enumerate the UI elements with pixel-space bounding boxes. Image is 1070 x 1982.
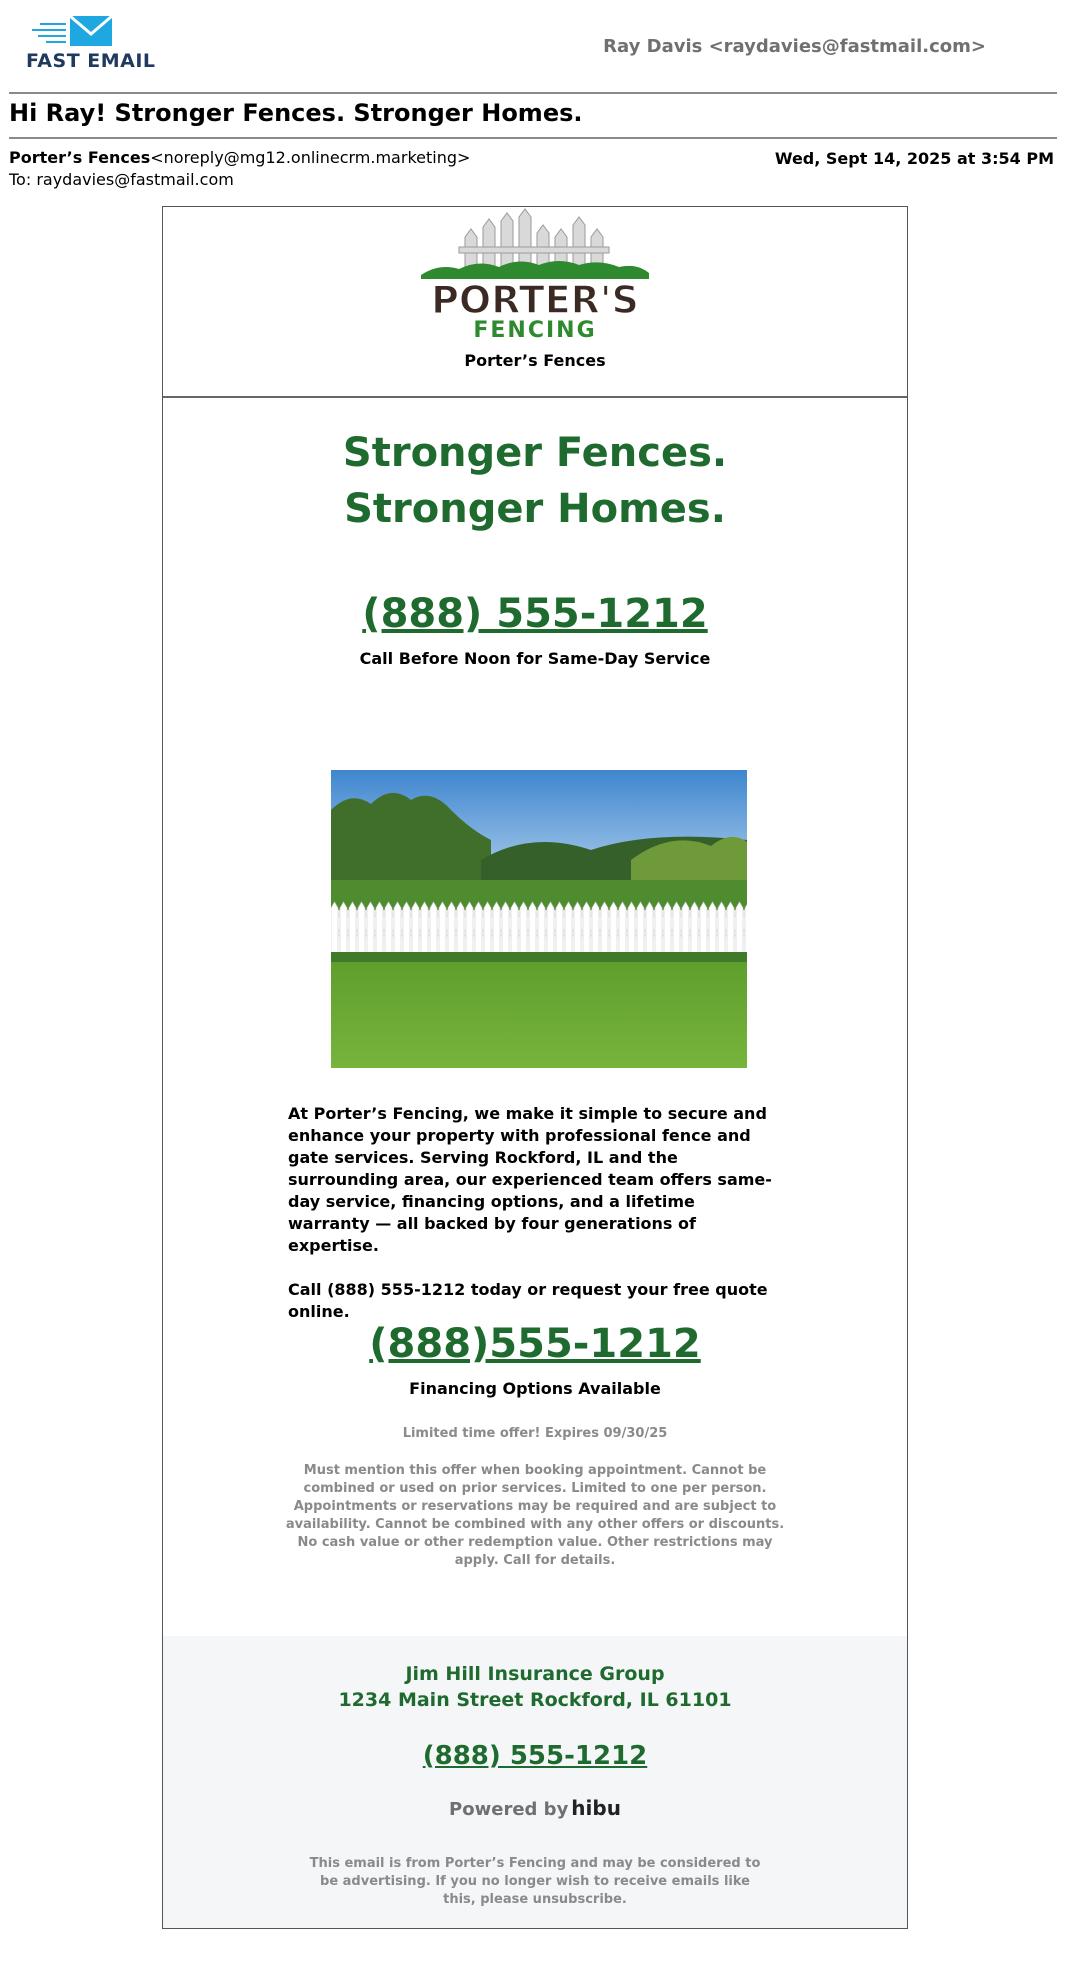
phone-link-primary[interactable]: (888) 555-1212	[362, 591, 708, 637]
headline	[163, 425, 907, 537]
logo-text-porters: PORTER'S	[431, 278, 639, 322]
sender	[9, 148, 470, 167]
headline-line-2: Stronger Homes.	[344, 486, 726, 532]
footer-address: 1234 Main Street Rockford, IL 61101	[338, 1689, 732, 1711]
phone-link-footer[interactable]: (888) 555-1212	[422, 1741, 648, 1771]
powered-by[interactable]	[163, 1796, 907, 1820]
body-cta: Call (888) 555-1212 today or request your free quote online.	[288, 1280, 768, 1321]
recipient: To: raydavies@fastmail.com	[9, 170, 234, 189]
envelope-icon	[26, 14, 146, 50]
app-header	[0, 0, 1070, 90]
financing-caption: Financing Options Available	[409, 1379, 661, 1398]
email-body	[162, 206, 908, 1929]
brand-name: Porter’s Fences	[464, 351, 606, 370]
sender-address: <noreply@mg12.onlinecrm.marketing>	[150, 148, 471, 167]
fine-print: Must mention this offer when booking appointment. Cannot be combined or used on prior services. Limited to one per person. Appointments or reservations may be required and are subject to availability. Cannot be combined with any other offers or discounts. No cash value or other redemption value. Other restrictions may apply. Call for details.	[285, 1463, 785, 1568]
brand-header	[163, 207, 907, 398]
hibu-logo: hibu	[571, 1796, 621, 1820]
sent-date: Wed, Sept 14, 2025 at 3:54 PM	[774, 149, 1054, 168]
porters-fencing-logo[interactable]	[419, 207, 651, 342]
logo-text-fencing: FENCING	[473, 318, 597, 342]
phone-link-secondary[interactable]: (888)555-1212	[369, 1321, 701, 1367]
same-day-caption: Call Before Noon for Same-Day Service	[359, 649, 711, 668]
body-copy	[288, 1103, 778, 1323]
offer-expiry: Limited time offer! Expires 09/30/25	[402, 1426, 668, 1441]
body-paragraph: At Porter’s Fencing, we make it simple to secure and enhance your property with professional fence and gate services. Serving Rockford, IL and the surrounding area, our experienced team offers same-day service, financing options, and a lifetime warranty — all backed by four generations of expertise.	[288, 1104, 772, 1255]
app-logo[interactable]	[26, 14, 156, 78]
current-user[interactable]: Ray Davis <raydavies@fastmail.com>	[603, 36, 986, 57]
fence-logo-graphic	[419, 207, 651, 342]
email-footer	[163, 1636, 907, 1928]
unsubscribe-notice[interactable]: This email is from Porter’s Fencing and may be considered to be advertising. If you no longer wish to receive emails like this, please unsubscribe.	[309, 1856, 761, 1907]
sender-name[interactable]: Porter’s Fences	[9, 148, 151, 167]
divider	[9, 137, 1057, 139]
divider	[9, 92, 1057, 94]
hero-fence-image	[331, 770, 747, 1068]
headline-line-1: Stronger Fences.	[342, 430, 728, 476]
powered-by-label: Powered by	[449, 1799, 569, 1820]
app-name: FAST EMAIL	[26, 50, 156, 72]
footer-company: Jim Hill Insurance Group	[405, 1663, 665, 1685]
email-subject: Hi Ray! Stronger Fences. Stronger Homes.	[9, 99, 583, 127]
